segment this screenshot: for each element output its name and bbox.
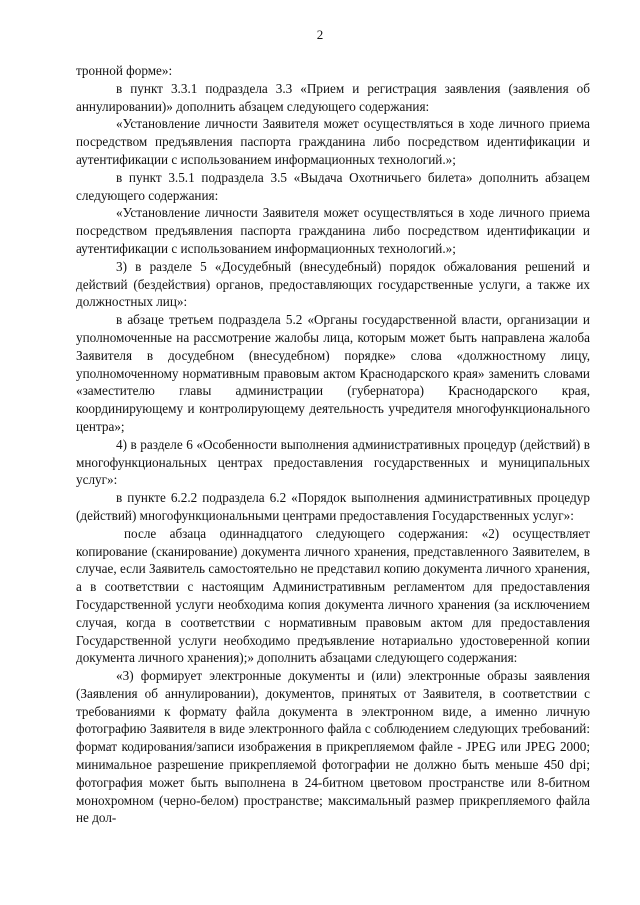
page-number: 2	[316, 27, 324, 42]
paragraph: в пункте 6.2.2 подраздела 6.2 «Порядок выполнения административных процедур (действий) многофункциональными центрами предоставления Государственных услуг»:	[76, 490, 590, 523]
paragraph: в пункт 3.3.1 подраздела 3.3 «Прием и регистрация заявления (заявления об аннулировании)» дополнить абзацем следующего содержания:	[76, 80, 590, 114]
paragraph: тронной форме»:	[76, 63, 173, 78]
paragraph: в абзаце третьем подраздела 5.2 «Органы государственной власти, организации и уполномоченные на рассмотрение жалобы лица, которым может быть направлена жалоба Заявителя в досудебном (внесудебном) порядке» слова «должностному лицу, уполномоченному нормативным правовым актом Краснодарского края» заменить словами «заместителю главы администрации (губернатора) Краснодарского края, координирующему и контролирующему деятельность учредителя многофункционального центра»;	[76, 312, 590, 434]
paragraph: «Установление личности Заявителя может осуществляться в ходе личного приема посредством предъявления паспорта гражданина либо посредством идентификации и аутентификации с использованием информационных технологий.»;	[76, 205, 590, 256]
paragraph: после абзаца одиннадцатого следующего содержания: «2) осуществляет копирование (сканирование) документа личного хранения, представленного Заявителем, в случае, если Заявитель самостоятельно не представил копию документа личного хранения, а в соответствии с настоящим Административным регламентом для предоставления Государственной услуги необходима копия документа личного хранения (за исключением случая, когда в соответствии с нормативным правовым актом для предоставления Государственной услуги необходимо предъявление нотариально удостоверенной копии документа личного хранения);» дополнить абзацами следующего содержания:	[76, 525, 590, 666]
paragraph: 3) в разделе 5 «Досудебный (внесудебный) порядок обжалования решений и действий (бездействия) органов, предоставляющих государственные услуги, а также их должностных лиц»:	[76, 258, 590, 310]
paragraph: 4) в разделе 6 «Особенности выполнения административных процедур (действий) в многофункциональных центрах предоставления государственных и муниципальных услуг»:	[76, 436, 590, 488]
paragraph: «3) формирует электронные документы и (или) электронные образы заявления (Заявления об аннулировании), документов, принятых от Заявителя, в соответствии с требованиями к формату файла документа в электронном виде, а именно личную фотографию Заявителя в виде электронного файла с соблюдением следующих требований: формат кодирования/записи изображения в прикрепляемом файле - JPEG или JPEG 2000; минимальное разрешение прикрепляемой фотографии не должно быть меньше 450 dpi; фотография может быть выполнена в 24-битном цветовом пространстве или 8-битном монохромном (черно-белом) пространстве; максимальный размер прикрепляемого файла не дол-	[76, 668, 590, 826]
paragraph: в пункт 3.5.1 подраздела 3.5 «Выдача Охотничьего билета» дополнить абзацем следующего содержания:	[76, 169, 590, 203]
document-body	[76, 62, 590, 827]
paragraph: «Установление личности Заявителя может осуществляться в ходе личного приема посредством предъявления паспорта гражданина либо посредством идентификации и аутентификации с использованием информационных технологий.»;	[76, 116, 590, 167]
